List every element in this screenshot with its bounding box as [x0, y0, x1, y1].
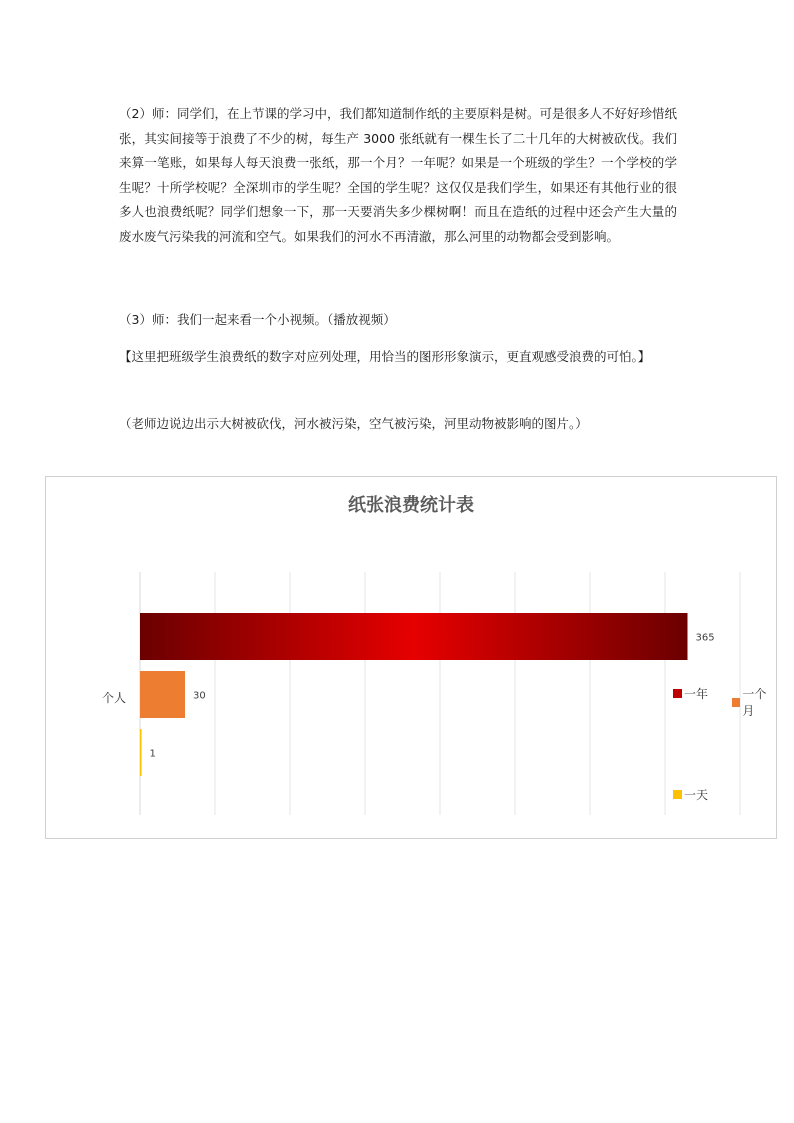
bar-year	[140, 613, 688, 660]
legend-swatch	[673, 689, 682, 698]
chart-container	[45, 476, 777, 839]
legend-item	[732, 685, 776, 719]
bar-chart	[46, 477, 776, 838]
data-label: 30	[193, 690, 206, 702]
legend-label: 一天	[684, 788, 709, 802]
paragraph-design-note: 【这里把班级学生浪费纸的数字对应列处理，用恰当的图形形象演示，更直观感受浪费的可怕。】	[119, 349, 651, 364]
category-label: 个人	[101, 691, 126, 705]
legend-label: 一个月	[742, 687, 767, 718]
chart-title: 纸张浪费统计表	[348, 495, 474, 516]
legend-swatch	[673, 790, 682, 799]
paragraph-picture-note: （老师边说边出示大树被砍伐，河水被污染，空气被污染，河里动物被影响的图片。）	[119, 416, 588, 431]
bar-month	[140, 671, 185, 718]
legend-swatch	[732, 698, 740, 707]
legend-label: 一年	[684, 687, 709, 701]
paragraph-teacher-step-3: （3）师：我们一起来看一个小视频。（播放视频）	[119, 312, 396, 327]
legend-item	[673, 685, 708, 702]
paragraph-teacher-step-2: （2）师：同学们，在上节课的学习中，我们都知道制作纸的主要原料是树。可是很多人不好好珍惜纸张，其实间接等于浪费了不少的树，每生产 3000 张纸就有一棵生长了二十几年的大树被砍伐。我们来算一笔账，如果每人每天浪费一张纸，那一个月？一年呢？如果是一个班级的学生？一个学校的学生呢？十所学校呢？全深圳市的学生呢？全国的学生呢？这仅仅是我们学生，如果还有其他行业的很多人也浪费纸呢？同学们想象一下，那一天要消失多少棵树啊！而且在造纸的过程中还会产生大量的废水废气污染我的河流和空气。如果我们的河水不再清澈，那么河里的动物都会受到影响。	[119, 106, 677, 244]
data-label: 1	[149, 748, 156, 760]
legend-item	[673, 786, 708, 803]
data-label: 365	[695, 632, 715, 644]
bar-day	[140, 729, 142, 776]
